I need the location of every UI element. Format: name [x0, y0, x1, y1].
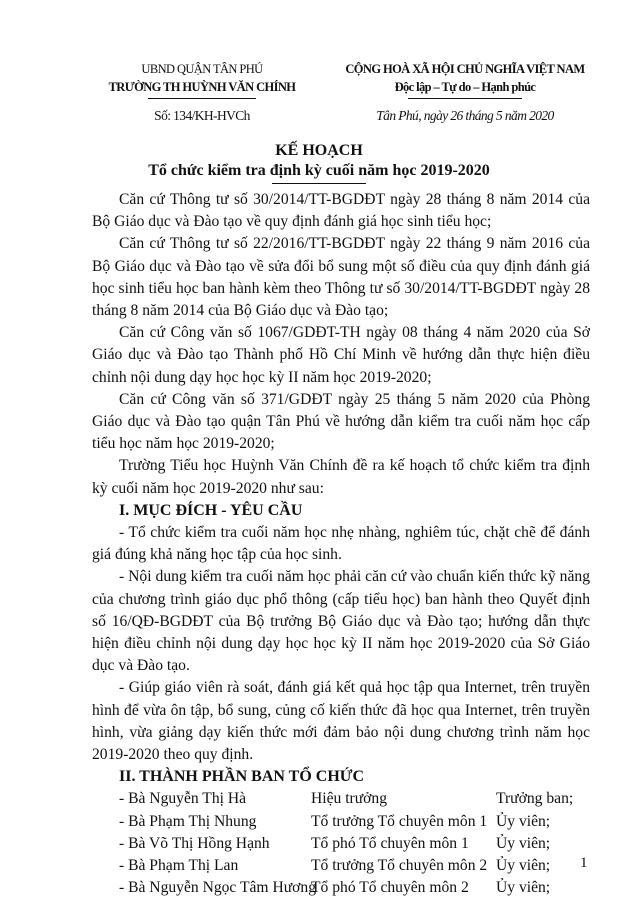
- national-motto: Độc lập – Tự do – Hạnh phúc: [394, 80, 536, 94]
- purpose-item: - Giúp giáo viên rà soát, đánh giá kết quả học tập qua Internet, trên truyền hình để vừa ôn tập, bổ sung, củng cố kiến thức đã học qua Internet, trên truyền hình, vừa giảng dạy kiến thức mới đảm bảo nội dung chương trình năm học 2019-2020 theo quy định.: [92, 679, 590, 764]
- authority-name: UBND QUẬN TÂN PHÚ: [141, 62, 263, 76]
- page-number: 1: [580, 855, 588, 871]
- document-subtitle: Tổ chức kiểm tra định kỳ cuối năm học 2019-2020: [148, 162, 490, 179]
- purpose-item: - Nội dung kiểm tra cuối năm học phải căn cứ vào chuẩn kiến thức kỹ năng của chương trình giáo dục phổ thông (cấp tiểu học) ban hành theo Quyết định số 16/QĐ-BGDĐT của Bộ trưởng Bộ Giáo dục và Đào tạo; hướng dẫn thực hiện điều chỉnh nội dung dạy học học kỳ II năm học 2019-2020 của Sở Giáo dục và Đào tạo.: [92, 568, 590, 675]
- member-position: Ủy viên;: [496, 879, 551, 897]
- legal-basis-paragraph: Căn cứ Công văn số 1067/GDĐT-TH ngày 08 tháng 4 năm 2020 của Sở Giáo dục và Đào tạo Thành phố Hồ Chí Minh về hướng dẫn thực hiện điều chỉnh nội dung dạy học học kỳ II năm học 2019-2020;: [92, 324, 590, 386]
- place-and-date: Tân Phú, ngày 26 tháng 5 năm 2020: [376, 108, 554, 123]
- purpose-item: - Tổ chức kiểm tra cuối năm học nhẹ nhàng, nghiêm túc, chặt chẽ để đánh giá đúng khả năng học tập của học sinh.: [92, 524, 590, 564]
- committee-member-row: [92, 788, 590, 810]
- document-number: Số: 134/KH-HVCh: [154, 108, 250, 123]
- legal-basis-paragraph: Căn cứ Thông tư số 22/2016/TT-BGDĐT ngày 22 tháng 9 năm 2016 của Bộ Giáo dục và Đào tạo về sửa đổi bổ sung một số điều của quy định đánh giá học sinh tiểu học ban hành kèm theo Thông tư số 30/2014/TT-BGDĐT ngày 28 tháng 8 năm 2014 của Bộ Giáo dục và Đào tạo;: [92, 235, 590, 320]
- left-header-underline: [148, 98, 256, 99]
- member-position: Ủy viên;: [496, 812, 551, 830]
- document-body: [92, 189, 590, 900]
- member-name: - Bà Phạm Thị Lan: [119, 857, 239, 875]
- member-position: Trưởng ban;: [496, 790, 574, 808]
- member-name: - Bà Nguyễn Ngọc Tâm Hương: [119, 879, 317, 897]
- committee-member-row: [92, 877, 590, 899]
- member-role: Hiệu trưởng: [311, 790, 388, 808]
- title-underline: [272, 183, 366, 184]
- section-heading-committee: II. THÀNH PHẦN BAN TỔ CHỨC: [119, 768, 365, 786]
- member-position: Ủy viên;: [496, 834, 551, 852]
- school-name: TRƯỜNG TH HUỲNH VĂN CHÍNH: [108, 80, 296, 94]
- legal-basis-paragraph: Căn cứ Công văn số 371/GDĐT ngày 25 tháng 5 năm 2020 của Phòng Giáo dục và Đào tạo quận Tân Phú về hướng dẫn kiểm tra cuối năm học cấp tiểu học năm học 2019-2020;: [92, 390, 590, 453]
- legal-basis-paragraph: Căn cứ Thông tư số 30/2014/TT-BGDĐT ngày 28 tháng 8 năm 2014 của Bộ Giáo dục và Đào tạo về quy định đánh giá học sinh tiểu học;: [92, 191, 590, 231]
- right-header-underline: [408, 98, 522, 99]
- member-position: Ủy viên;: [496, 857, 551, 875]
- committee-member-row: [92, 855, 590, 877]
- member-name: - Bà Phạm Thị Nhung: [119, 812, 257, 830]
- committee-member-row: [92, 811, 590, 833]
- intro-paragraph: Trường Tiểu học Huỳnh Văn Chính đề ra kế hoạch tổ chức kiểm tra định kỳ cuối năm học 2019-2020 như sau:: [92, 457, 590, 497]
- member-role: Tổ trưởng Tổ chuyên môn 1: [311, 812, 488, 830]
- member-role: Tổ phó Tổ chuyên môn 2: [311, 879, 469, 897]
- committee-member-row: [92, 833, 590, 855]
- section-heading-purpose: I. MỤC ĐÍCH - YÊU CẦU: [119, 501, 303, 519]
- member-name: - Bà Nguyễn Thị Hà: [119, 790, 247, 808]
- member-role: Tổ phó Tổ chuyên môn 1: [311, 834, 469, 852]
- member-role: Tổ trưởng Tổ chuyên môn 2: [311, 857, 488, 875]
- national-title: CỘNG HOÀ XÃ HỘI CHỦ NGHĨA VIỆT NAM: [345, 62, 585, 76]
- member-name: - Bà Võ Thị Hồng Hạnh: [119, 834, 270, 852]
- document-title: KẾ HOẠCH: [275, 142, 363, 159]
